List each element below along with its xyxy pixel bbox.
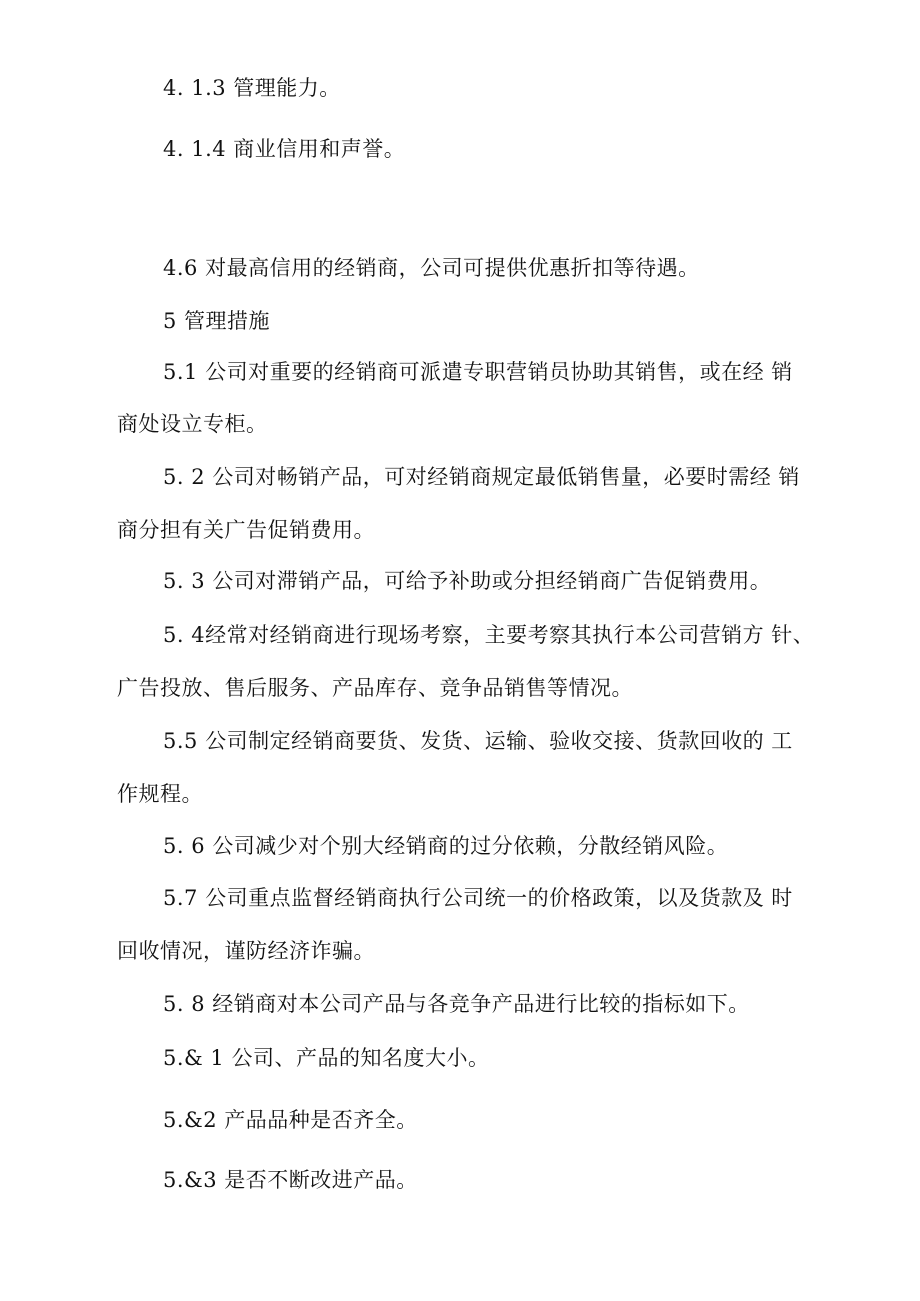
text-line: 5. 2 公司对畅销产品，可对经销商规定最低销售量，必要时需经 销 bbox=[163, 465, 800, 489]
text-line: 4.6 对最高信用的经销商，公司可提供优惠折扣等待遇。 bbox=[163, 256, 700, 280]
text-line: 商分担有关广告促销费用。 bbox=[117, 518, 375, 542]
text-line: 5.7 公司重点监督经销商执行公司统一的价格政策，以及货款及 时 bbox=[163, 886, 793, 910]
text-line: 广告投放、售后服务、产品库存、竞争品销售等情况。 bbox=[117, 676, 633, 700]
text-line: 5.1 公司对重要的经销商可派遣专职营销员协助其销售，或在经 销 bbox=[163, 360, 793, 384]
text-line: 5.&3 是否不断改进产品。 bbox=[163, 1168, 418, 1192]
text-line: 5.& 1 公司、产品的知名度大小。 bbox=[163, 1046, 490, 1070]
text-line: 5.&2 产品品种是否齐全。 bbox=[163, 1108, 418, 1132]
text-line: 5. 4经常对经销商进行现场考察，主要考察其执行本公司营销方 针、 bbox=[163, 623, 815, 647]
section-heading: 5 管理措施 bbox=[163, 309, 271, 333]
text-line: 5. 3 公司对滞销产品，可给予补助或分担经销商广告促销费用。 bbox=[163, 569, 772, 593]
text-line: 商处设立专柜。 bbox=[117, 412, 268, 436]
text-line: 作规程。 bbox=[117, 782, 203, 806]
text-line: 4. 1.4 商业信用和声誉。 bbox=[163, 137, 406, 161]
text-line: 5.5 公司制定经销商要货、发货、运输、验收交接、货款回收的 工 bbox=[163, 729, 793, 753]
text-line: 5. 8 经销商对本公司产品与各竞争产品进行比较的指标如下。 bbox=[163, 992, 750, 1016]
text-line: 5. 6 公司减少对个别大经销商的过分依赖，分散经销风险。 bbox=[163, 834, 729, 858]
text-line: 回收情况，谨防经济诈骗。 bbox=[117, 939, 375, 963]
text-line: 4. 1.3 管理能力。 bbox=[163, 76, 341, 100]
